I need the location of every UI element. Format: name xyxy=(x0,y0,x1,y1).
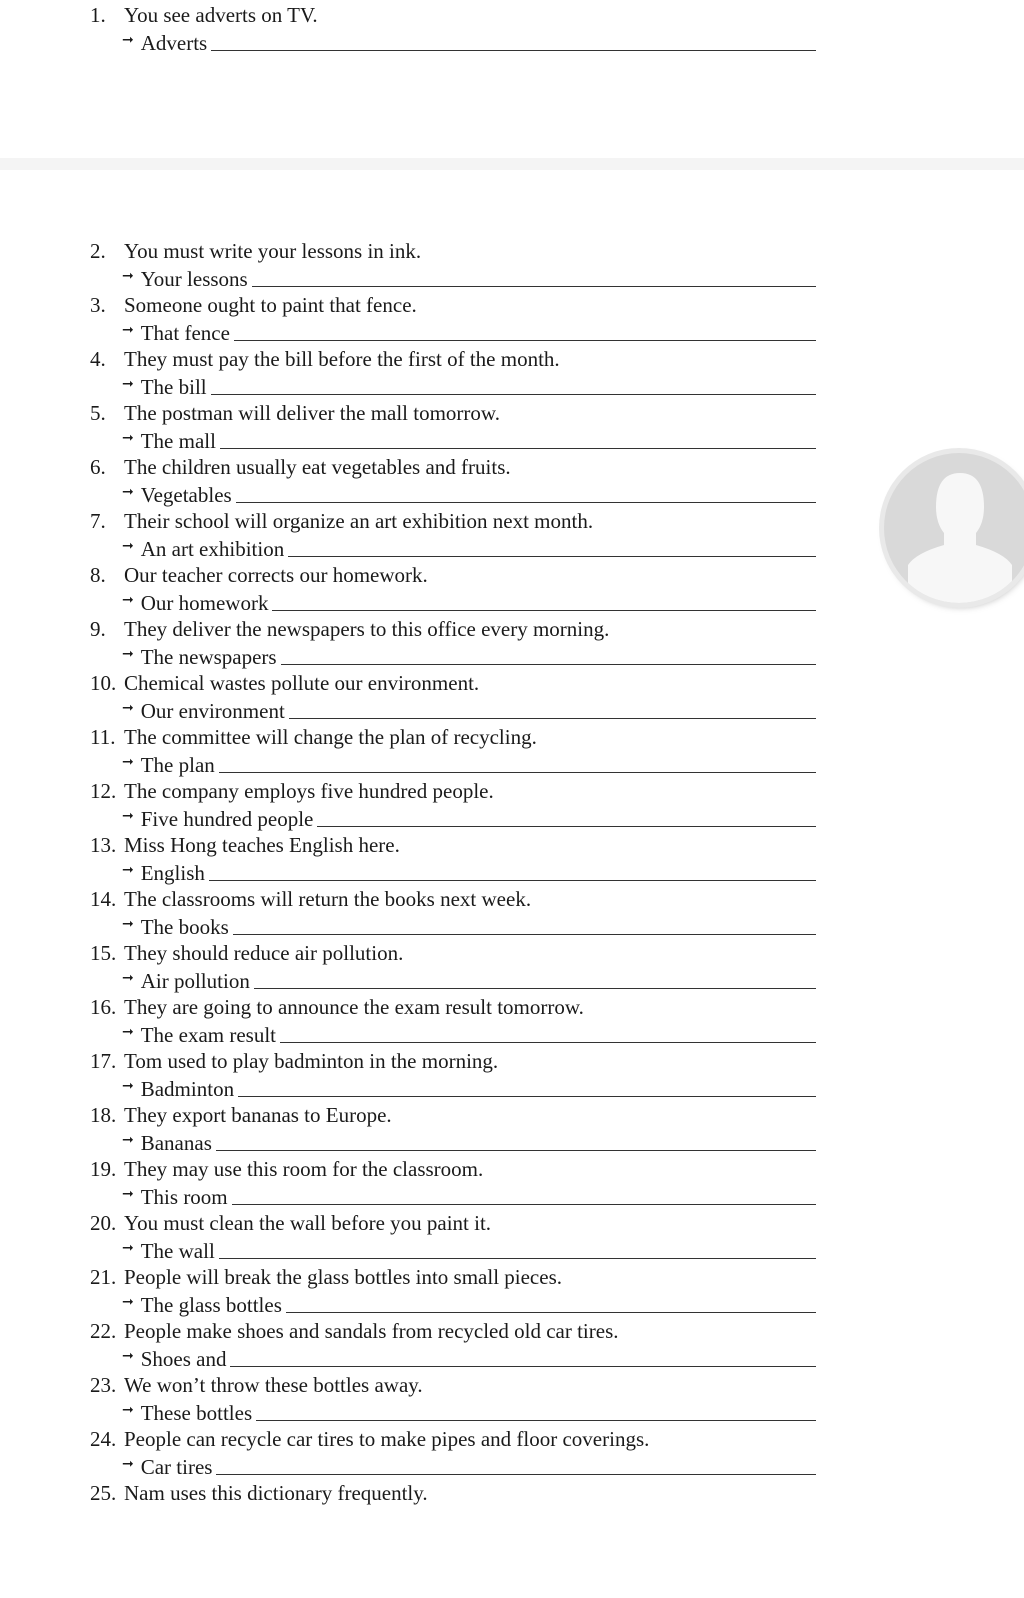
answer-blank[interactable] xyxy=(219,1257,816,1259)
exercise-number: 12. xyxy=(90,779,117,803)
arrow-right-icon: ➞ xyxy=(122,32,134,48)
exercise-sentence: They deliver the newspapers to this office every morning. xyxy=(124,617,610,641)
answer-blank[interactable] xyxy=(211,393,816,395)
arrow-right-icon: ➞ xyxy=(122,1078,134,1094)
answer-line[interactable] xyxy=(122,968,816,994)
answer-line[interactable] xyxy=(122,1022,816,1048)
exercise-sentence: They should reduce air pollution. xyxy=(124,941,404,965)
arrow-right-icon: ➞ xyxy=(122,1294,134,1310)
exercise-number: 8. xyxy=(90,563,106,587)
arrow-right-icon: ➞ xyxy=(122,1240,134,1256)
exercise-question xyxy=(90,2,318,28)
exercise-question xyxy=(90,1102,392,1128)
answer-line[interactable] xyxy=(122,428,816,454)
exercise-number: 3. xyxy=(90,293,106,317)
exercise-sentence: They export bananas to Europe. xyxy=(124,1103,392,1127)
arrow-right-icon: ➞ xyxy=(122,268,134,284)
answer-stem: That fence xyxy=(140,321,230,345)
answer-stem: The wall xyxy=(140,1239,215,1263)
answer-stem: English xyxy=(140,861,205,885)
exercise-question xyxy=(90,724,537,750)
arrow-right-icon: ➞ xyxy=(122,700,134,716)
exercise-sentence: You must clean the wall before you paint it. xyxy=(124,1211,492,1235)
exercise-number: 4. xyxy=(90,347,106,371)
answer-blank[interactable] xyxy=(216,1149,816,1151)
exercise-number: 22. xyxy=(90,1319,117,1343)
answer-line[interactable] xyxy=(122,698,816,724)
exercise-sentence: You must write your lessons in ink. xyxy=(124,239,422,263)
answer-stem: The newspapers xyxy=(140,645,277,669)
exercise-sentence: Miss Hong teaches English here. xyxy=(124,833,400,857)
answer-blank[interactable] xyxy=(216,1473,816,1475)
exercise-question xyxy=(90,346,560,372)
answer-line[interactable] xyxy=(122,1184,816,1210)
answer-line[interactable] xyxy=(122,266,816,292)
answer-line[interactable] xyxy=(122,806,816,832)
exercise-sentence: You see adverts on TV. xyxy=(124,3,318,27)
answer-stem: Our environment xyxy=(140,699,285,723)
exercise-question xyxy=(90,670,479,696)
exercise-question xyxy=(90,1372,423,1398)
exercise-number: 17. xyxy=(90,1049,117,1073)
answer-stem: The bill xyxy=(140,375,207,399)
answer-blank[interactable] xyxy=(209,879,816,881)
exercise-number: 16. xyxy=(90,995,117,1019)
answer-line[interactable] xyxy=(122,914,816,940)
answer-stem: The glass bottles xyxy=(140,1293,282,1317)
answer-blank[interactable] xyxy=(234,339,816,341)
exercise-number: 2. xyxy=(90,239,106,263)
exercise-number: 19. xyxy=(90,1157,117,1181)
exercise-sentence: The committee will change the plan of recycling. xyxy=(124,725,537,749)
exercise-question xyxy=(90,562,428,588)
arrow-right-icon: ➞ xyxy=(122,1132,134,1148)
answer-blank[interactable] xyxy=(233,933,816,935)
arrow-right-icon: ➞ xyxy=(122,808,134,824)
arrow-right-icon: ➞ xyxy=(122,376,134,392)
answer-blank[interactable] xyxy=(272,609,816,611)
exercise-question xyxy=(90,778,494,804)
answer-blank[interactable] xyxy=(232,1203,816,1205)
answer-line[interactable] xyxy=(122,320,816,346)
answer-stem: Your lessons xyxy=(140,267,248,291)
exercise-sentence: People will break the glass bottles into small pieces. xyxy=(124,1265,562,1289)
exercise-sentence: People can recycle car tires to make pipes and floor coverings. xyxy=(124,1427,650,1451)
exercise-number: 20. xyxy=(90,1211,117,1235)
answer-stem: The books xyxy=(140,915,229,939)
exercise-sentence: Someone ought to paint that fence. xyxy=(124,293,417,317)
exercise-question xyxy=(90,1210,491,1236)
answer-blank[interactable] xyxy=(286,1311,816,1313)
arrow-right-icon: ➞ xyxy=(122,538,134,554)
exercise-sentence: Tom used to play badminton in the morning. xyxy=(124,1049,499,1073)
exercise-number: 14. xyxy=(90,887,117,911)
answer-line[interactable] xyxy=(122,536,816,562)
answer-stem: Bananas xyxy=(140,1131,212,1155)
answer-stem: The mall xyxy=(140,429,216,453)
exercise-sentence: They are going to announce the exam result tomorrow. xyxy=(124,995,584,1019)
exercise-question xyxy=(90,1156,483,1182)
answer-line[interactable] xyxy=(122,1292,816,1318)
arrow-right-icon: ➞ xyxy=(122,916,134,932)
exercise-sentence: Their school will organize an art exhibition next month. xyxy=(124,509,594,533)
exercise-question xyxy=(90,1048,498,1074)
exercise-sentence: The children usually eat vegetables and fruits. xyxy=(124,455,511,479)
answer-stem: These bottles xyxy=(140,1401,253,1425)
answer-blank[interactable] xyxy=(289,717,816,719)
answer-line[interactable] xyxy=(122,644,816,670)
answer-blank[interactable] xyxy=(211,49,816,51)
answer-line[interactable] xyxy=(122,1454,816,1480)
answer-blank[interactable] xyxy=(236,501,816,503)
exercise-question xyxy=(90,886,531,912)
answer-stem: This room xyxy=(140,1185,228,1209)
exercise-sentence: People make shoes and sandals from recycled old car tires. xyxy=(124,1319,619,1343)
exercise-number: 13. xyxy=(90,833,117,857)
exercise-question xyxy=(90,832,400,858)
arrow-right-icon: ➞ xyxy=(122,322,134,338)
answer-stem: Vegetables xyxy=(140,483,232,507)
answer-blank[interactable] xyxy=(252,285,816,287)
exercise-sentence: Nam uses this dictionary frequently. xyxy=(124,1481,428,1505)
exercise-number: 18. xyxy=(90,1103,117,1127)
exercise-number: 1. xyxy=(90,3,106,27)
answer-line[interactable] xyxy=(122,590,816,616)
exercise-number: 23. xyxy=(90,1373,117,1397)
exercise-question xyxy=(90,292,417,318)
arrow-right-icon: ➞ xyxy=(122,754,134,770)
exercise-number: 25. xyxy=(90,1481,117,1505)
arrow-right-icon: ➞ xyxy=(122,1456,134,1472)
answer-stem: Shoes and xyxy=(140,1347,227,1371)
answer-line[interactable] xyxy=(122,1346,816,1372)
exercise-number: 9. xyxy=(90,617,106,641)
exercise-number: 7. xyxy=(90,509,106,533)
answer-line[interactable] xyxy=(122,1400,816,1426)
answer-blank[interactable] xyxy=(256,1419,816,1421)
answer-line[interactable] xyxy=(122,752,816,778)
answer-stem: The plan xyxy=(140,753,215,777)
answer-line[interactable] xyxy=(122,482,816,508)
exercise-sentence: They may use this room for the classroom. xyxy=(124,1157,484,1181)
answer-stem: The exam result xyxy=(140,1023,277,1047)
exercise-question xyxy=(90,1264,562,1290)
exercise-question xyxy=(90,508,593,534)
answer-line[interactable] xyxy=(122,1130,816,1156)
answer-line[interactable] xyxy=(122,30,816,56)
exercise-question xyxy=(90,400,500,426)
arrow-right-icon: ➞ xyxy=(122,970,134,986)
answer-stem: Our homework xyxy=(140,591,269,615)
answer-line[interactable] xyxy=(122,1076,816,1102)
exercise-question xyxy=(90,1426,649,1452)
exercise-question xyxy=(90,994,584,1020)
exercise-question xyxy=(90,1318,619,1344)
answer-stem: Adverts xyxy=(140,31,208,55)
answer-blank[interactable] xyxy=(280,1041,816,1043)
answer-blank[interactable] xyxy=(220,447,816,449)
exercise-question xyxy=(90,238,421,264)
exercise-number: 24. xyxy=(90,1427,117,1451)
exercise-question xyxy=(90,1480,428,1506)
exercise-number: 15. xyxy=(90,941,117,965)
arrow-right-icon: ➞ xyxy=(122,430,134,446)
exercise-number: 10. xyxy=(90,671,117,695)
answer-line[interactable] xyxy=(122,1238,816,1264)
exercise-sentence: The company employs five hundred people. xyxy=(124,779,494,803)
exercise-sentence: They must pay the bill before the first of the month. xyxy=(124,347,560,371)
exercise-number: 6. xyxy=(90,455,106,479)
arrow-right-icon: ➞ xyxy=(122,646,134,662)
arrow-right-icon: ➞ xyxy=(122,1402,134,1418)
answer-blank[interactable] xyxy=(281,663,816,665)
exercise-question xyxy=(90,616,609,642)
answer-line[interactable] xyxy=(122,860,816,886)
arrow-right-icon: ➞ xyxy=(122,1024,134,1040)
exercise-question xyxy=(90,940,403,966)
answer-line[interactable] xyxy=(122,374,816,400)
exercise-sentence: We won’t throw these bottles away. xyxy=(124,1373,423,1397)
exercise-number: 11. xyxy=(90,725,116,749)
answer-blank[interactable] xyxy=(254,987,816,989)
exercise-sentence: Chemical wastes pollute our environment. xyxy=(124,671,480,695)
exercise-number: 21. xyxy=(90,1265,117,1289)
answer-blank[interactable] xyxy=(317,825,816,827)
exercise-sentence: Our teacher corrects our homework. xyxy=(124,563,428,587)
arrow-right-icon: ➞ xyxy=(122,1186,134,1202)
arrow-right-icon: ➞ xyxy=(122,1348,134,1364)
exercise-number: 5. xyxy=(90,401,106,425)
answer-blank[interactable] xyxy=(238,1095,816,1097)
answer-blank[interactable] xyxy=(288,555,816,557)
answer-stem: Air pollution xyxy=(140,969,250,993)
answer-blank[interactable] xyxy=(219,771,816,773)
exercise-sentence: The classrooms will return the books next week. xyxy=(124,887,532,911)
answer-stem: Car tires xyxy=(140,1455,213,1479)
answer-stem: An art exhibition xyxy=(140,537,285,561)
answer-stem: Five hundred people xyxy=(140,807,314,831)
answer-blank[interactable] xyxy=(230,1365,816,1367)
user-avatar-icon[interactable] xyxy=(884,453,1024,603)
arrow-right-icon: ➞ xyxy=(122,862,134,878)
arrow-right-icon: ➞ xyxy=(122,484,134,500)
answer-stem: Badminton xyxy=(140,1077,235,1101)
exercise-sentence: The postman will deliver the mall tomorrow. xyxy=(124,401,500,425)
person-silhouette-icon xyxy=(884,453,1024,603)
arrow-right-icon: ➞ xyxy=(122,592,134,608)
exercise-question xyxy=(90,454,511,480)
